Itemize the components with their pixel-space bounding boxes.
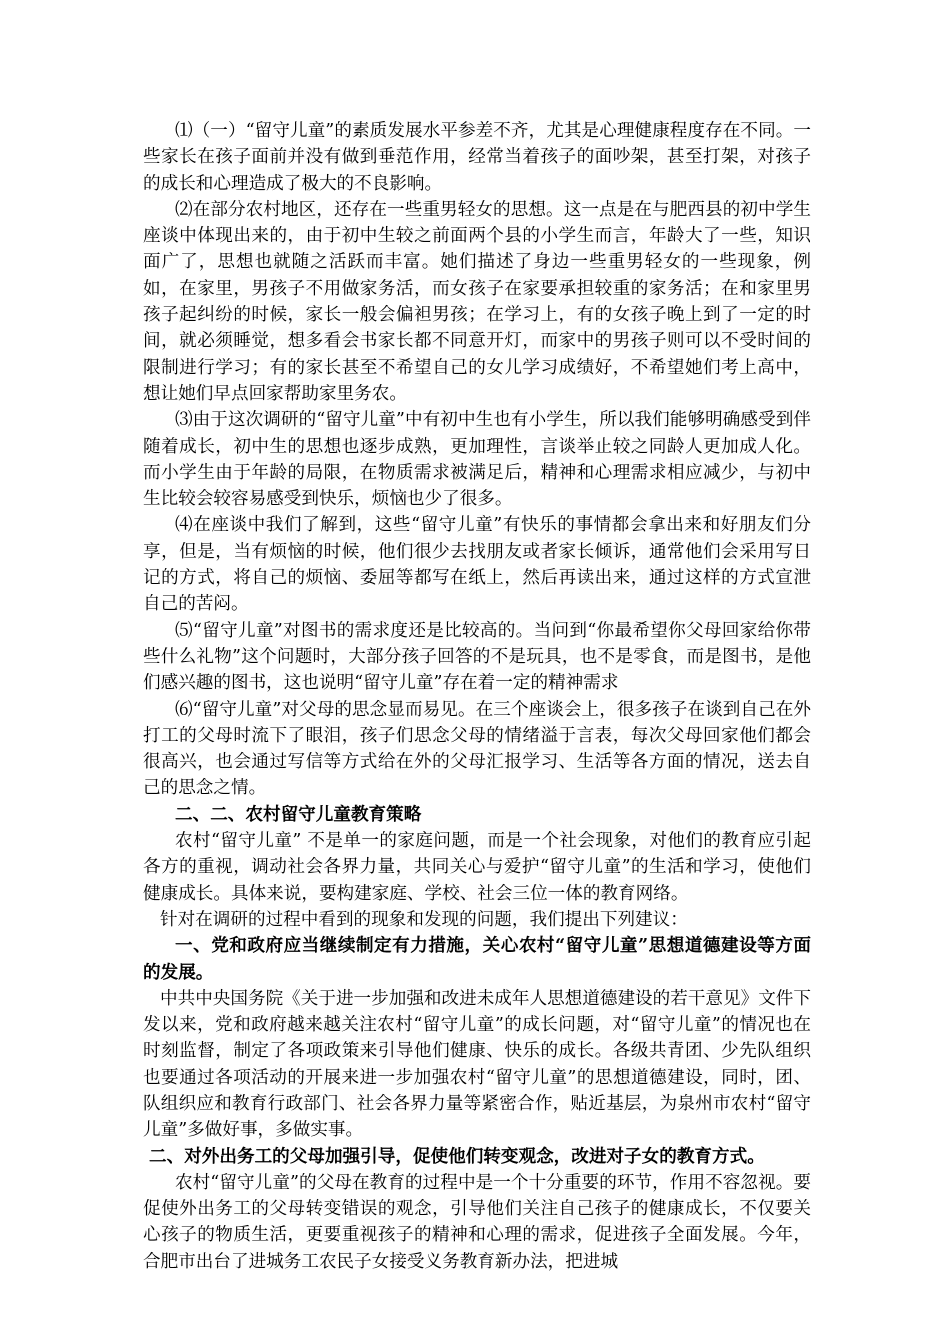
paragraph-2: ⑵在部分农村地区，还存在一些重男轻女的思想。这一点是在与肥西县的初中学生座谈中体现出来的，由于初中生较之前面两个县的小学生而言，年龄大了一些，知识面广了，思想也就随之活跃而丰富。她们描述了身边一些重男轻女的一些现象，例如，在家里，男孩子不用做家务活，而女孩子在家要承担较重的家务活；在和家里男孩子起纠纷的时候，家长一般会偏袒男孩；在学习上，有的女孩子晚上到了一定的时间，就必须睡觉，想多看会书家长都不同意开灯，而家中的男孩子则可以不受时间的限制进行学习；有的家长甚至不希望自己的女儿学习成绩好，不希望她们考上高中，想让她们早点回家帮助家里务农。 [143,199,811,404]
subheading-parents: 二、对外出务工的父母加强引导，促使他们转变观念，改进对子女的教育方式。 [149,1145,765,1167]
paragraph-10: 农村“留守儿童”的父母在教育的过程中是一个十分重要的环节，作用不容忽视。要促使外出务工的父母转变错误的观念，引导他们关注自己孩子的健康成长，不仅要关心孩子的物质生活，更要重视孩子的精神和心理的需求，促进孩子全面发展。今年，合肥市出台了进城务工农民子女接受义务教育新办法，把进城 [143,1172,811,1272]
paragraph-1: ⑴（一）“留守儿童”的素质发展水平参差不齐，尤其是心理健康程度存在不同。一些家长在孩子面前并没有做到垂范作用，经常当着孩子的面吵架，甚至打架，对孩子的成长和心理造成了极大的不良影响。 [143,121,811,194]
paragraph-9: 中共中央国务院《关于进一步加强和改进未成年人思想道德建设的若干意见》文件下发以来，党和政府越来越关注农村“留守儿童”的成长问题，对“留守儿童”的情况也在时刻监督，制定了各项政策来引导他们健康、快乐的成长。各级共青团、少先队组织也要通过各项活动的开展来进一步加强农村“留守儿童”的思想道德建设，同时，团、队组织应和教育行政部门、社会各界力量等紧密合作，贴近基层，为泉州市农村“留守儿童”多做好事，多做实事。 [143,988,811,1141]
paragraph-4: ⑷在座谈中我们了解到，这些“留守儿童”有快乐的事情都会拿出来和好朋友们分享，但是，当有烦恼的时候，他们很少去找朋友或者家长倾诉，通常他们会采用写日记的方式，将自己的烦恼、委屈等都写在纸上，然后再读出来，通过这样的方式宣泄自己的苦闷。 [143,515,811,615]
paragraph-5: ⑸“留守儿童”对图书的需求度还是比较高的。当问到“你最希望你父母回家给你带些什么礼物”这个问题时，大部分孩子回答的不是玩具，也不是零食，而是图书，是他们感兴趣的图书，这也说明“留守儿童”存在着一定的精神需求 [143,620,811,694]
section-heading-strategy: 二、二、农村留守儿童教育策略 [175,803,422,825]
document-body [143,118,811,1275]
paragraph-7: 农村“留守儿童” 不是单一的家庭问题，而是一个社会现象，对他们的教育应引起各方的重视，调动社会各界力量，共同关心与爱护“留守儿童”的生活和学习，使他们健康成长。具体来说，要构建家庭、学校、社会三位一体的教育网络。 [143,831,811,904]
subheading-government: 一、党和政府应当继续制定有力措施，关心农村“留守儿童”思想道德建设等方面的发展。 [143,935,811,983]
paragraph-3: ⑶由于这次调研的“留守儿童”中有初中生也有小学生，所以我们能够明确感受到伴随着成长，初中生的思想也逐步成熟，更加理性，言谈举止较之同龄人更加成人化。而小学生由于年龄的局限，在物质需求被满足后，精神和心理需求相应减少，与初中生比较会较容易感受到快乐，烦恼也少了很多。 [143,410,811,510]
paragraph-8: 针对在调研的过程中看到的现象和发现的问题，我们提出下列建议： [160,909,688,930]
paragraph-6: ⑹“留守儿童”对父母的思念显而易见。在三个座谈会上，很多孩子在谈到自己在外打工的父母时流下了眼泪，孩子们思念父母的情绪溢于言表，每次父母回家他们都会很高兴，也会通过写信等方式给在外的父母汇报学习、生活等各方面的情况，送去自己的思念之情。 [143,699,811,799]
